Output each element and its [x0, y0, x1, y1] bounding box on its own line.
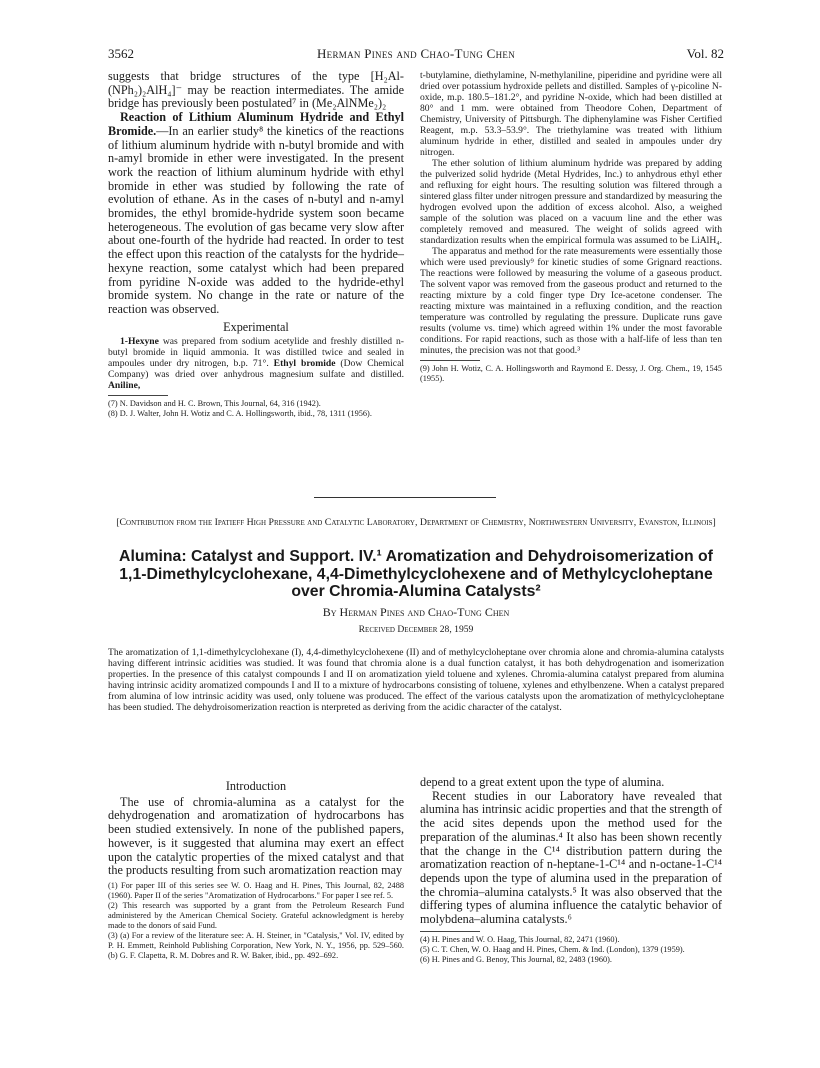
footnote-9: (9) John H. Wotiz, C. A. Hollingsworth and Raymond E. Dessy, J. Org. Chem., 19, 1545 (1955).: [420, 364, 722, 383]
hydride-solution-paragraph: The ether solution of lithium aluminum hydride was prepared by adding the pulverized solid hydride (Metal Hydrides, Inc.) to anhydrous ethyl ether and refluxing for eight hours. The resulting solution was filtered through a sintered glass filter under nitrogen pressure and standardized by measuring the hydrogen evolved upon the addition of excess alcohol. Also, a weighed sample of the solution was placed on a vacuum line and the ether was completely removed and measured. The weight of solids agreed with standardization results when the empirical formula was assumed to be LiAlH₄.: [420, 158, 723, 246]
affiliation: [Contribution from the Ipatieff High Pressure and Catalytic Laboratory, Department of Chemistry, Northwestern University, Evanston, Illinois]: [116, 517, 716, 528]
footnote-rule: [420, 931, 480, 932]
footnote-6: (6) H. Pines and G. Benoy, This Journal, 82, 2483 (1960).: [420, 954, 612, 964]
apparatus-paragraph: The apparatus and method for the rate measurements were essentially those which were used previously⁹ for kinetic studies of some Grignard reactions. The reactions were followed by measuring the volume of a gaseous product. The solvent vapor was removed from the gaseous product and returned to the reacting mixture by a cold finger type Dry Ice-acetone condenser. The reacting mixture was maintained in a refluxing condition, and the reaction temperature was controlled by regulating the pressure. Duplicate runs gave results (volume vs. time) which agreed within 1% under the most favorable conditions. For rapid reactions, such as those with a half-life of less than ten minutes, the precision was not that good.³: [420, 246, 722, 356]
reagents-paragraph: t-butylamine, diethylamine, N-methylaniline, piperidine and pyridine were all dried over potassium hydroxide pellets and distilled. Samples of γ-picoline N-oxide, m.p. 180.5–181.2°, and pyridine N-oxide, which had been distilled at 80° and 1 mm. were obtained from Theodore Cohen, Department of Chemistry, University of Pittsburgh. The diphenylamine was Fisher Certified Reagent, m.p. 53.3–53.9°. The triethylamine was treated with lithium aluminum hydride in ether, distilled and sealed in ampoules under dry nitrogen.: [420, 70, 722, 158]
intro-left-column: [108, 776, 404, 961]
footnote-5: (5) C. T. Chen, W. O. Haag and H. Pines, Chem. & Ind. (London), 1379 (1959).: [420, 944, 685, 954]
footnote-rule: [108, 395, 168, 396]
hexyne-label: 1-Hexyne: [120, 336, 159, 348]
article-title: Alumina: Catalyst and Support. IV.¹ Aromatization and Dehydroisomerization of 1,1-Dimethylcyclohexane, 4,4-Dimethylcyclohexene and of Methylcycloheptane over Chromia-Alumina Catalysts²: [119, 548, 713, 600]
section-heading: Reaction of Lithium Aluminum Hydride and Ethyl Bromide.: [108, 110, 404, 138]
recent-studies-paragraph: Recent studies in our Laboratory have revealed that alumina has intrinsic acidic properties and that the strength of the acid sites depends upon the method used for the preparation of the aluminas.⁴ It also has been shown recently that the change in the C¹⁴ distribution pattern during the aromatization reaction of n-heptane-1-C¹⁴ and n-octane-1-C¹⁴ depends upon the type of alumina used in the preparation of the chromia–alumina catalysts.⁵ It was also observed that the differing types of alumina influence the catalytic behavior of molybdena–alumina catalysts.⁶: [420, 788, 722, 927]
authors: By Herman Pines and Chao-Tung Chen: [322, 605, 510, 619]
volume-label: Vol. 82: [686, 46, 724, 61]
introduction-heading: Introduction: [225, 779, 287, 793]
top-right-column: [420, 70, 722, 384]
intro-right-column: [420, 776, 722, 965]
page-number: 3562: [108, 46, 134, 61]
footnote-8: (8) D. J. Walter, John H. Wotiz and C. A. Hollingsworth, ibid., 78, 1311 (1956).: [108, 409, 372, 419]
received-date: Received December 28, 1959: [358, 624, 474, 635]
section-text: —In an earlier study⁸ the kinetics of the reactions of lithium aluminum hydride with n-butyl bromide and with n-amyl bromide in ether were investigated. In the present work the reaction of lithium aluminum hydride with ethyl bromide in ether was studied by following the rate of evolution of ethane. As in the cases of n-butyl and n-amyl bromides, the ethyl bromide-hydride system soon became heterogeneous. The evolution of gas became very slow after about one-fourth of the hydride had reacted. In order to test the effect upon this reaction of the catalysts for the hydride–hexyne reaction, some catalyst which had been prepared from pyridine N-oxide was added to the hydride-ethyl bromide system. No change in the rate or nature of the reaction was observed.: [108, 123, 404, 316]
running-header: [108, 46, 724, 64]
aniline-label: Aniline,: [108, 380, 141, 392]
footnote-2: (2) This research was supported by a grant from the Petroleum Research Fund administered by the American Chemical Society. Grateful acknowledgment is hereby made to the donors of said Fund.: [108, 900, 404, 930]
top-left-column: [108, 70, 404, 419]
footnote-4: (4) H. Pines and W. O. Haag, This Journal, 82, 2471 (1960).: [420, 934, 620, 944]
bridge-paragraph: suggests that bridge structures of the type [H₂Al-(NPh₂)₂AlH₄]⁻ may be reaction intermediates. The amide bridge has previously been postulated⁷ in (Me₂AlNMe₂)₂: [108, 69, 404, 111]
ethyl-bromide-label: Ethyl bromide: [273, 358, 336, 370]
experimental-paragraph: [108, 336, 404, 391]
intro-continuation: depend to a great extent upon the type of alumina.: [420, 775, 665, 789]
article-separator: [314, 497, 496, 498]
ethyl-bromide-text: (Dow Chemical Company) was dried over anhydrous magnesium sulfate and distilled.: [108, 358, 404, 381]
hexyne-text: was prepared from sodium acetylide and freshly distilled n-butyl bromide in liquid ammonia. It was distilled twice and sealed in ampoules under dry nitrogen, b.p. 71°.: [108, 336, 404, 370]
ethyl-bromide-paragraph: [108, 111, 404, 317]
experimental-heading: Experimental: [223, 319, 289, 334]
footnote-rule: [420, 360, 480, 361]
footnote-7: (7) N. Davidson and H. C. Brown, This Journal, 64, 316 (1942).: [108, 399, 321, 409]
footnote-1: (1) For paper III of this series see W. O. Haag and H. Pines, This Journal, 82, 2488 (1960). Paper II of the series "Aromatization of Hydrocarbons." For paper I see ref. 5.: [108, 880, 404, 900]
running-title: Herman Pines and Chao-Tung Chen: [316, 46, 516, 61]
footnote-3: (3) (a) For a review of the literature see: A. H. Steiner, in "Catalysis," Vol. IV, edited by P. H. Emmett, Reinhold Publishing Corporation, New York, N. Y., 1956, pp. 529–560. (b) G. F. Clapetta, R. M. Dobres and R. W. Baker, ibid., pp. 492–692.: [108, 930, 404, 960]
intro-paragraph: The use of chromia-alumina as a catalyst for the dehydrogenation and aromatization of hydrocarbons has been studied extensively. In none of the published papers, however, is it suggested that alumina may exert an effect upon the catalytic properties of the mixed catalyst and that the products resulting from such aromatization reaction may: [108, 794, 404, 878]
abstract: The aromatization of 1,1-dimethylcyclohexane (I), 4,4-dimethylcyclohexene (II) and of methylcycloheptane over chromia alone and chromia-alumina catalysts having different intrinsic acidities was studied. It was found that chromia alone is a dual function catalyst, it has both dehydrogenation and isomerization properties. In the presence of this catalyst compounds I and II on aromatization yield toluene and xylenes. Chromia-alumina catalyst prepared from alumina having intrinsic acidity aromatized compounds I and II to a mixture of hydrocarbons consisting of toluene, xylenes and ethylbenzene. When a catalyst prepared from alumina of low intrinsic acidity was used, only toluene was produced. The effect of the various catalysts upon the aromatization of methylcycloheptane has been studied. The dehydroisomerization reaction is nterpreted as deriving from the acidic character of the catalyst.: [108, 647, 724, 713]
